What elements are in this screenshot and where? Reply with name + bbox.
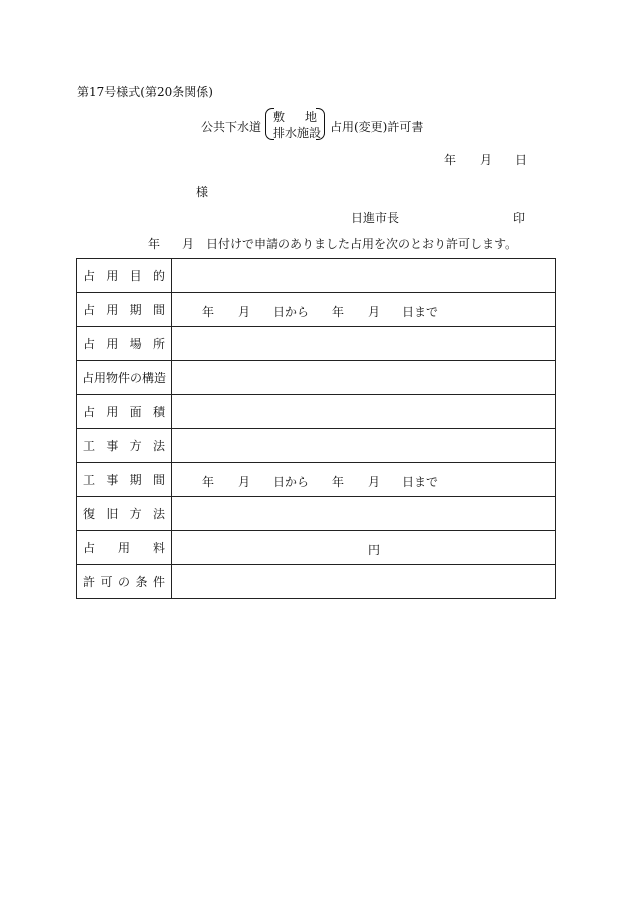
period-to-month: 月 xyxy=(368,305,381,319)
period-to-day: 日まで xyxy=(402,475,439,489)
table-row xyxy=(77,531,556,565)
period-to-year: 年 xyxy=(332,305,345,319)
label-location: 占 用 場 所 xyxy=(77,327,172,361)
value-restoration-method[interactable] xyxy=(172,497,556,531)
label-purpose: 占 用 目 的 xyxy=(77,259,172,293)
seal-mark: 印 xyxy=(513,211,526,225)
issuer: 日進市長 xyxy=(351,211,400,225)
label-occupancy-period: 占 用 期 間 xyxy=(77,293,172,327)
label-restoration-method: 復 旧 方 法 xyxy=(77,497,172,531)
value-purpose[interactable] xyxy=(172,259,556,293)
intro-month: 月 xyxy=(182,237,195,251)
date-day: 日 xyxy=(515,153,528,167)
addressee-suffix: 様 xyxy=(196,185,209,199)
label-conditions: 許 可 の 条 件 xyxy=(77,565,172,599)
label-structure: 占用物件の構造 xyxy=(77,361,172,395)
title-bracket-line1-b: 地 xyxy=(305,110,318,124)
date-month: 月 xyxy=(480,153,493,167)
table-row xyxy=(77,361,556,395)
label-fee: 占 用 料 xyxy=(77,531,172,565)
period-to-day: 日まで xyxy=(402,305,439,319)
period-from-month: 月 xyxy=(238,305,251,319)
title-suffix: 占用(変更)許可書 xyxy=(330,120,424,134)
period-from-day: 日から xyxy=(273,305,310,319)
table-row xyxy=(77,565,556,599)
title-bracket-line1-a: 敷 xyxy=(273,110,286,124)
value-fee[interactable] xyxy=(172,531,556,565)
table-row xyxy=(77,293,556,327)
value-construction-period[interactable] xyxy=(172,463,556,497)
label-construction-method: 工 事 方 法 xyxy=(77,429,172,463)
table-row xyxy=(77,259,556,293)
period-from-day: 日から xyxy=(273,475,310,489)
fee-unit: 円 xyxy=(368,543,381,557)
period-to-year: 年 xyxy=(332,475,345,489)
period-from-year: 年 xyxy=(202,475,215,489)
period-from-year: 年 xyxy=(202,305,215,319)
label-construction-period: 工 事 期 間 xyxy=(77,463,172,497)
table-row xyxy=(77,395,556,429)
document-title xyxy=(0,104,630,140)
table-row xyxy=(77,463,556,497)
label-area: 占 用 面 積 xyxy=(77,395,172,429)
intro-year: 年 xyxy=(148,237,161,251)
form-number: 第17号様式(第20条関係) xyxy=(77,85,213,99)
intro-text: 日付けで申請のありました占用を次のとおり許可します。 xyxy=(206,237,518,251)
permit-table xyxy=(76,258,556,599)
date-year: 年 xyxy=(444,153,457,167)
value-structure[interactable] xyxy=(172,361,556,395)
period-from-month: 月 xyxy=(238,475,251,489)
table-row xyxy=(77,497,556,531)
right-bracket xyxy=(316,108,325,140)
value-conditions[interactable] xyxy=(172,565,556,599)
value-location[interactable] xyxy=(172,327,556,361)
title-bracket-line2: 排水施設 xyxy=(273,126,322,140)
period-to-month: 月 xyxy=(368,475,381,489)
table-row xyxy=(77,327,556,361)
value-construction-method[interactable] xyxy=(172,429,556,463)
table-row xyxy=(77,429,556,463)
value-occupancy-period[interactable] xyxy=(172,293,556,327)
title-prefix: 公共下水道 xyxy=(201,120,262,134)
value-area[interactable] xyxy=(172,395,556,429)
